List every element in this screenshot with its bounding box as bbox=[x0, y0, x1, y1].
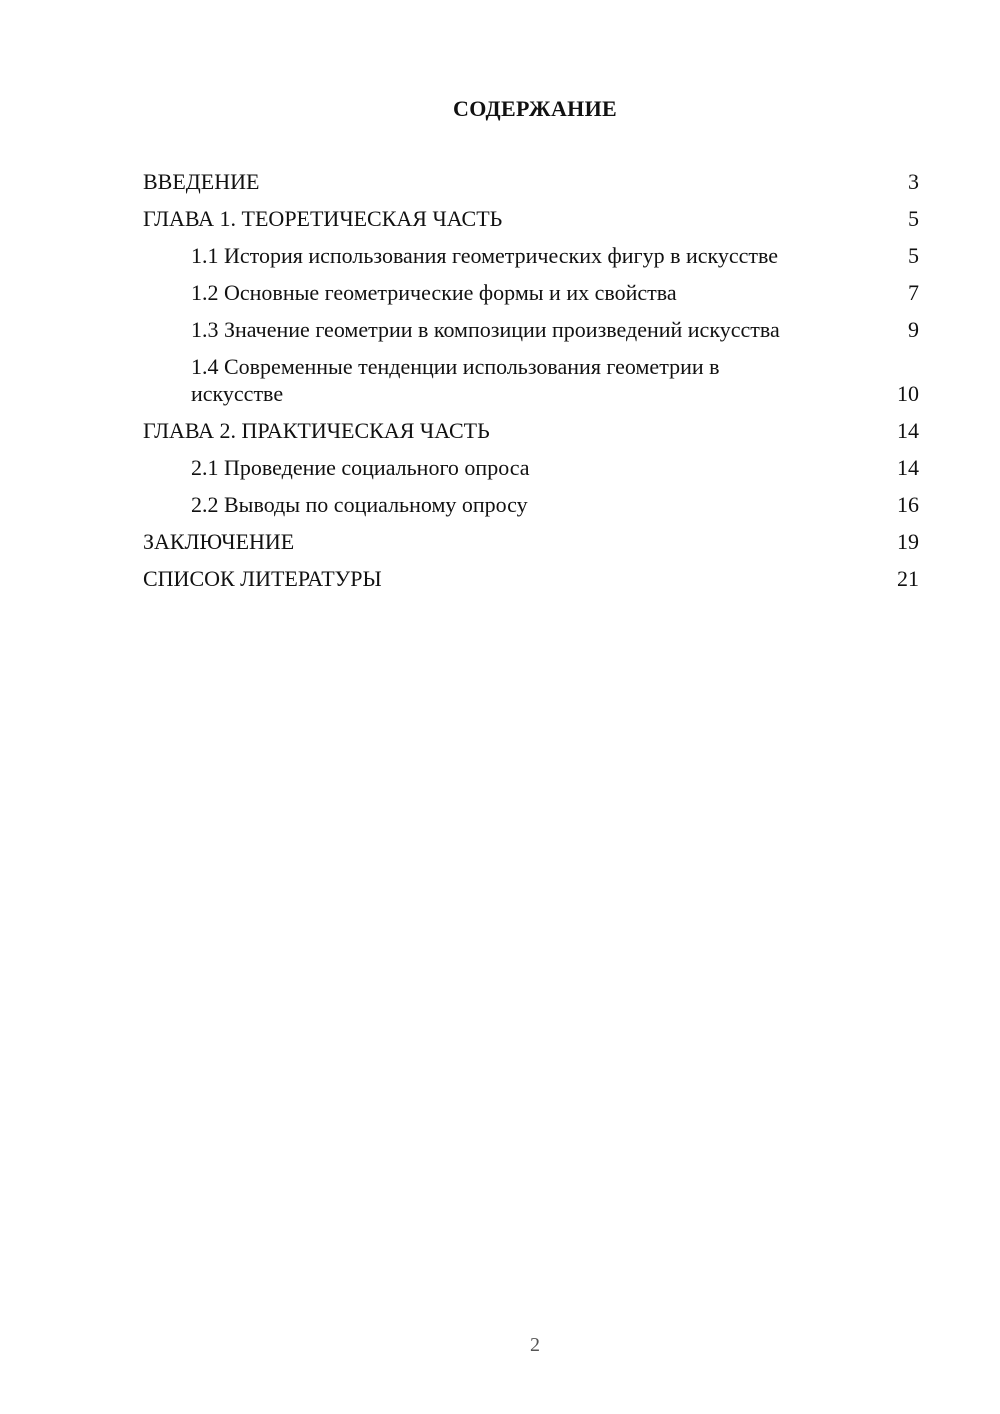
toc-entry-label: ГЛАВА 1. ТЕОРЕТИЧЕСКАЯ ЧАСТЬ bbox=[143, 206, 503, 231]
toc-entry-section-1-1[interactable] bbox=[143, 242, 919, 269]
toc-entry-page: 3 bbox=[908, 169, 919, 194]
toc-entry-section-1-4[interactable] bbox=[143, 353, 919, 407]
toc-entry-chapter-1[interactable] bbox=[143, 205, 919, 232]
toc-title: СОДЕРЖАНИЕ bbox=[453, 96, 617, 121]
table-of-contents bbox=[143, 168, 919, 602]
toc-entry-page: 5 bbox=[908, 243, 919, 268]
toc-entry-label: СПИСОК ЛИТЕРАТУРЫ bbox=[143, 566, 382, 591]
toc-entry-label: 1.1 История использования геометрических фигур в искусстве bbox=[191, 243, 779, 268]
toc-entry-page: 19 bbox=[897, 529, 919, 554]
toc-entry-label: 1.2 Основные геометрические формы и их свойства bbox=[191, 280, 677, 305]
toc-entry-page: 16 bbox=[897, 492, 919, 517]
page-number: 2 bbox=[530, 1334, 540, 1356]
toc-entry-introduction[interactable] bbox=[143, 168, 919, 195]
toc-entry-bibliography[interactable] bbox=[143, 565, 919, 592]
toc-entry-page: 5 bbox=[908, 206, 919, 231]
toc-entry-label: 2.1 Проведение социального опроса bbox=[191, 455, 530, 480]
toc-entry-label: ГЛАВА 2. ПРАКТИЧЕСКАЯ ЧАСТЬ bbox=[143, 418, 490, 443]
toc-entry-label: ЗАКЛЮЧЕНИЕ bbox=[143, 529, 295, 554]
toc-entry-label: 2.2 Выводы по социальному опросу bbox=[191, 492, 528, 517]
toc-entry-section-1-2[interactable] bbox=[143, 279, 919, 306]
toc-entry-page: 21 bbox=[897, 566, 919, 591]
toc-entry-conclusion[interactable] bbox=[143, 528, 919, 555]
toc-entry-section-2-2[interactable] bbox=[143, 491, 919, 518]
toc-entry-page: 9 bbox=[908, 317, 919, 342]
toc-entry-label: 1.4 Современные тенденции использования геометрии в искусстве bbox=[191, 354, 720, 406]
toc-entry-label: ВВЕДЕНИЕ bbox=[143, 169, 260, 194]
toc-entry-label: 1.3 Значение геометрии в композиции произведений искусства bbox=[191, 317, 780, 342]
toc-entry-section-1-3[interactable] bbox=[143, 316, 919, 343]
toc-entry-page: 14 bbox=[897, 455, 919, 480]
toc-entry-page: 14 bbox=[897, 418, 919, 443]
toc-entry-page: 10 bbox=[897, 381, 919, 406]
toc-entry-page: 7 bbox=[908, 280, 919, 305]
toc-entry-section-2-1[interactable] bbox=[143, 454, 919, 481]
toc-entry-chapter-2[interactable] bbox=[143, 417, 919, 444]
